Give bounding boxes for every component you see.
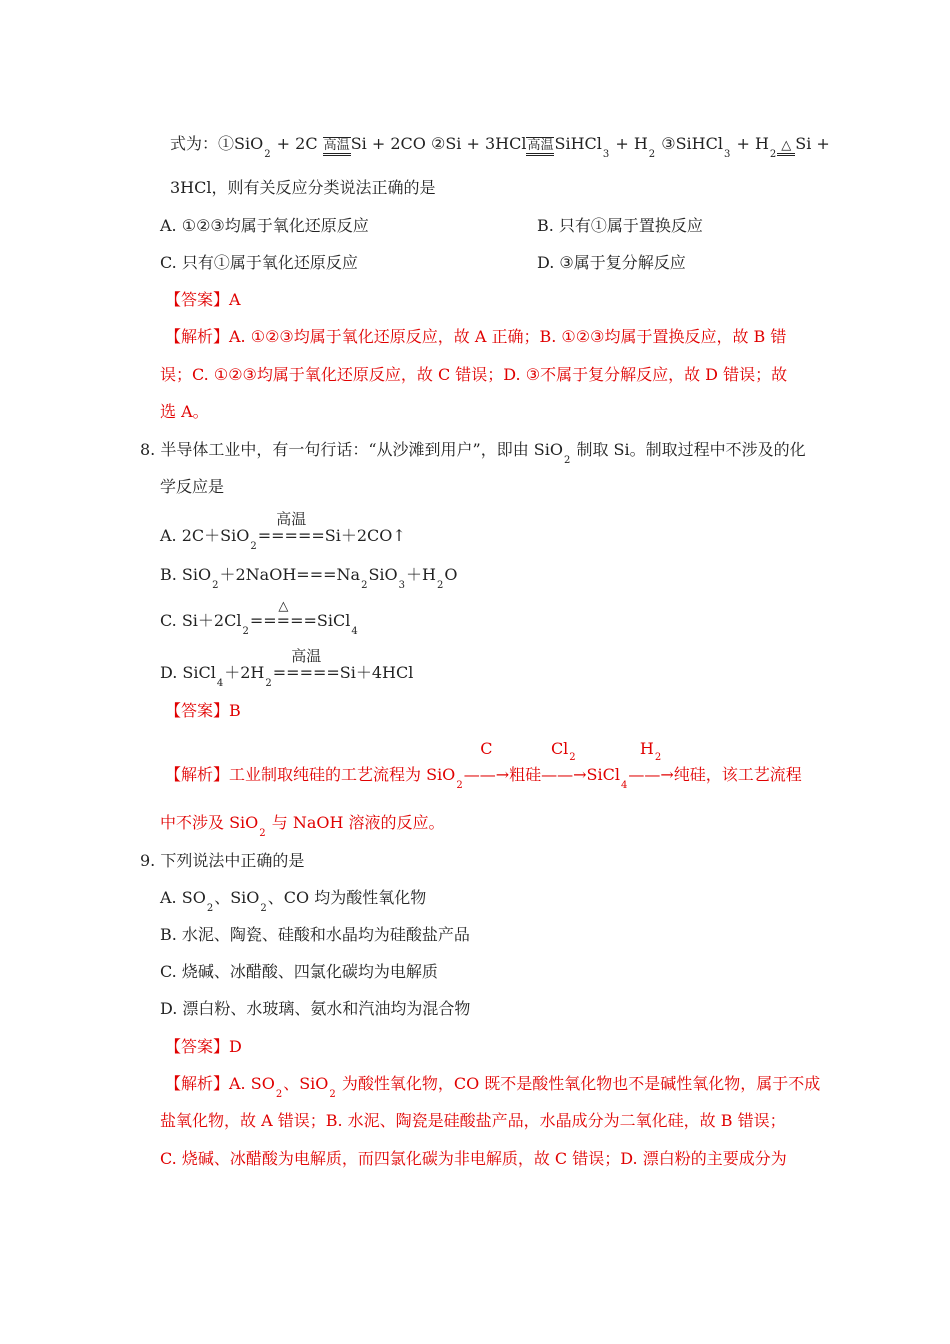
subscript: 2 (275, 1089, 283, 1100)
q7-option-c: C. 只有①属于氧化还原反应 (160, 253, 358, 272)
q7-text: ③SiHCl (656, 134, 723, 153)
q7-option-d: D. ③属于复分解反应 (537, 253, 686, 272)
subscript: 2 (564, 455, 571, 466)
q8-text: SiCl (316, 611, 351, 630)
q8-text: Si＋4HCl (339, 663, 414, 682)
q8-analysis-text: 纯硅，该工艺流程 (673, 765, 802, 784)
q9-stem: 9. 下列说法中正确的是 (140, 851, 305, 870)
q8-option-b (160, 562, 458, 591)
subscript: 2 (259, 828, 266, 839)
q7-analysis-line1: 【解析】A. ①②③均属于氧化还原反应，故 A 正确；B. ①②③均属于置换反应，故 B 错 (165, 327, 787, 346)
q8-text: O (444, 565, 458, 584)
subscript: 3 (398, 580, 406, 591)
answer-label: 【答案】 (165, 701, 230, 720)
answer-label: 【答案】 (165, 290, 230, 309)
arrow-reagent: C (480, 739, 493, 758)
q8-analysis-text: SiCl (586, 765, 620, 784)
subscript: 2 (250, 541, 257, 552)
q8-analysis-line2 (160, 810, 445, 839)
q9-answer (165, 1034, 242, 1057)
answer-value: B (229, 701, 241, 720)
heat-condition-icon: △ (278, 599, 289, 614)
q9-option-b: B. 水泥、陶瓷、硅酸和水晶均为硅酸盐产品 (160, 925, 470, 944)
q9-text: A. SO (160, 888, 206, 907)
subscript: 2 (361, 580, 368, 591)
q9-option-d: D. 漂白粉、水玻璃、氨水和汽油均为混合物 (160, 999, 471, 1018)
q7-text: Si + (795, 134, 830, 153)
q9-text: 、SiO (214, 888, 260, 907)
q7-text: + H (731, 134, 769, 153)
equals-sign: ===== (249, 611, 317, 630)
q8-analysis-text: 粗硅 (509, 765, 542, 784)
equals-sign: ===== (272, 663, 340, 682)
subscript: 2 (206, 903, 214, 914)
q7-text: + H (610, 134, 648, 153)
q7-text: 式为：①SiO (170, 134, 264, 153)
q7-text: Si + 2CO ②Si + 3HCl (350, 134, 527, 153)
subscript: 2 (264, 149, 271, 160)
subscript: 4 (351, 626, 358, 637)
arrow-icon: ——→ (541, 765, 587, 784)
q9-analysis-text: 为酸性氧化物，CO 既不是酸性氧化物也不是碱性氧化物，属于不成 (336, 1074, 821, 1093)
heat-condition-icon: △ (777, 138, 795, 156)
answer-value: D (229, 1037, 242, 1056)
subscript: 2 (212, 580, 219, 591)
q9-analysis-text: 、SiO (283, 1074, 329, 1093)
q8-analysis-text: 与 NaOH 溶液的反应。 (266, 813, 445, 832)
q8-text: C. Si＋2Cl (160, 611, 242, 630)
equals-sign: ===== (257, 526, 325, 545)
q9-option-c: C. 烧碱、冰醋酸、四氯化碳均为电解质 (160, 962, 438, 981)
reaction-condition: 高温 (291, 647, 322, 665)
arrow-icon: ——→ (463, 765, 510, 784)
q8-text: A. 2C＋SiO (160, 526, 250, 545)
q9-analysis-line2: 盐氧化物，故 A 错误；B. 水泥、陶瓷是硅酸盐产品，水晶成分为二氧化硅，故 B 错误； (160, 1111, 786, 1130)
q8-analysis-line1 (165, 739, 802, 791)
q9-analysis-text: 【解析】A. SO (165, 1074, 275, 1093)
subscript: 2 (329, 1089, 336, 1100)
subscript: 2 (654, 752, 662, 763)
q7-stem-line2: 3HCl，则有关反应分类说法正确的是 (170, 178, 436, 197)
subscript: 2 (436, 580, 444, 591)
q8-text: D. SiCl (160, 663, 216, 682)
q7-option-b: B. 只有①属于置换反应 (537, 216, 703, 235)
arrow-icon: ——→ (628, 765, 674, 784)
q8-text: 8. 半导体工业中，有一句行话：“从沙滩到用户”，即由 SiO (140, 440, 563, 459)
q7-analysis-line3: 选 A。 (160, 402, 209, 421)
subscript: 4 (216, 678, 224, 689)
q8-stem-line2: 学反应是 (160, 477, 225, 496)
q7-analysis-line2: 误；C. ①②③均属于氧化还原反应，故 C 错误；D. ③不属于复分解反应，故 D 错误；故 (160, 365, 788, 384)
q8-stem-line1 (140, 437, 806, 466)
reaction-arrow (628, 739, 674, 784)
arrow-reagent (541, 739, 586, 763)
reaction-condition: 高温 (526, 137, 554, 156)
subscript: 2 (769, 149, 777, 160)
arrow-reagent-text: H (639, 739, 654, 758)
subscript: 3 (602, 149, 610, 160)
q8-text: SiO (368, 565, 398, 584)
q7-text: SiHCl (554, 134, 602, 153)
q7-answer (165, 287, 241, 310)
reaction-condition: 高温 (276, 510, 307, 528)
q9-analysis-line3: C. 烧碱、冰醋酸为电解质，而四氯化碳为非电解质，故 C 错误；D. 漂白粉的主要成分为 (160, 1149, 787, 1168)
reaction-arrow (463, 739, 510, 784)
subscript: 2 (260, 903, 267, 914)
q9-analysis-line1 (165, 1071, 821, 1100)
q8-analysis-text: 工业制取纯硅的工艺流程为 SiO (229, 765, 456, 784)
answer-value: A (229, 290, 241, 309)
q8-text: B. SiO (160, 565, 212, 584)
subscript: 2 (569, 752, 576, 763)
subscript: 2 (648, 149, 656, 160)
analysis-label: 【解析】 (165, 765, 230, 784)
q8-answer (165, 698, 241, 721)
answer-label: 【答案】 (165, 1037, 230, 1056)
arrow-reagent-text: Cl (550, 739, 569, 758)
arrow-reagent (628, 739, 673, 763)
subscript: 2 (242, 626, 249, 637)
subscript: 3 (723, 149, 731, 160)
q8-text: ＋2NaOH===Na (219, 565, 361, 584)
q8-option-a (160, 510, 406, 552)
q7-option-a: A. ①②③均属于氧化还原反应 (160, 216, 369, 235)
q8-option-d (160, 647, 414, 689)
subscript: 4 (620, 780, 628, 791)
q8-option-c (160, 599, 359, 637)
q8-text: 制取 Si。制取过程中不涉及的化 (571, 440, 806, 459)
q8-text: ＋2H (224, 663, 265, 682)
q7-text: + 2C (271, 134, 323, 153)
reaction-arrow (541, 739, 587, 784)
q8-text: Si＋2CO↑ (324, 526, 406, 545)
q9-text: 、CO 均为酸性氧化物 (267, 888, 427, 907)
reaction-condition: 高温 (323, 137, 351, 156)
q7-stem-line1 (170, 131, 830, 160)
subscript: 2 (265, 678, 272, 689)
subscript: 2 (456, 780, 463, 791)
q9-option-a (160, 885, 427, 914)
q8-text: ＋H (406, 565, 436, 584)
q8-analysis-text: 中不涉及 SiO (160, 813, 259, 832)
